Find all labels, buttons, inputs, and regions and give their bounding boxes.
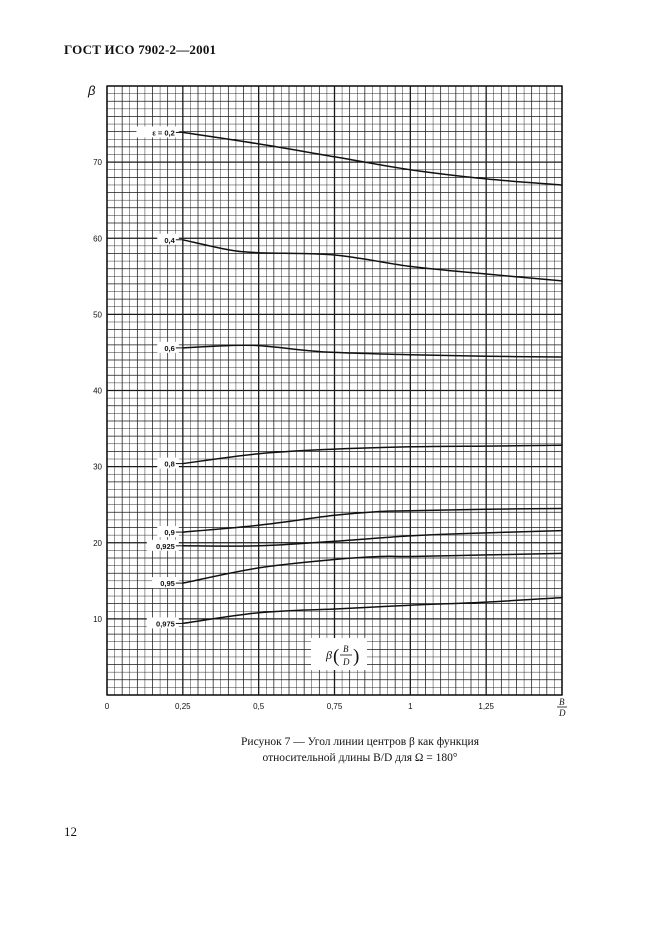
series-label: ε = 0,2 (152, 128, 175, 138)
page-header: ГОСТ ИСО 7902-2—2001 (64, 42, 217, 57)
page-number: 12 (64, 824, 77, 839)
series-label: 0,8 (164, 459, 175, 469)
x-tick-label: 0,5 (253, 702, 265, 711)
y-tick-label: 70 (93, 158, 102, 168)
figure-caption-line-1: Рисунок 7 — Угол линии центров β как функция (241, 736, 479, 748)
function-label (311, 638, 367, 670)
x-axis-label-denominator: D (559, 708, 566, 718)
x-tick-label: 0,75 (326, 702, 343, 711)
function-label-lparen: ( (333, 646, 340, 667)
x-axis-label-numerator: B (559, 697, 565, 707)
series-label: 0,95 (160, 579, 175, 589)
x-tick-label: 0,25 (175, 702, 191, 711)
x-tick-label: 1,25 (478, 702, 494, 711)
x-tick-label: 1 (408, 702, 413, 711)
y-axis-label: β (88, 83, 96, 98)
y-tick-label: 10 (93, 614, 102, 624)
y-tick-label: 20 (93, 538, 102, 548)
function-label-symbol: β (326, 648, 332, 662)
function-label-numerator: B (343, 644, 349, 654)
y-tick-label: 30 (93, 462, 102, 472)
y-tick-label: 60 (93, 234, 102, 244)
series-label: 0,925 (156, 541, 175, 551)
x-axis-label (557, 697, 567, 718)
y-tick-label: 50 (93, 310, 102, 320)
series-label: 0,4 (164, 235, 175, 245)
function-label-denominator: D (343, 657, 350, 667)
function-label-rparen: ) (353, 646, 360, 667)
chart-labels (93, 126, 494, 711)
series-label: 0,9 (164, 528, 175, 538)
figure-caption-line-2: относительной длины B/D для Ω = 180° (262, 752, 458, 764)
series-label: 0,6 (164, 343, 175, 353)
chart-grid (107, 86, 562, 695)
x-tick-label: 0 (104, 702, 110, 711)
y-tick-label: 40 (93, 386, 102, 396)
series-label: 0,975 (156, 619, 175, 629)
